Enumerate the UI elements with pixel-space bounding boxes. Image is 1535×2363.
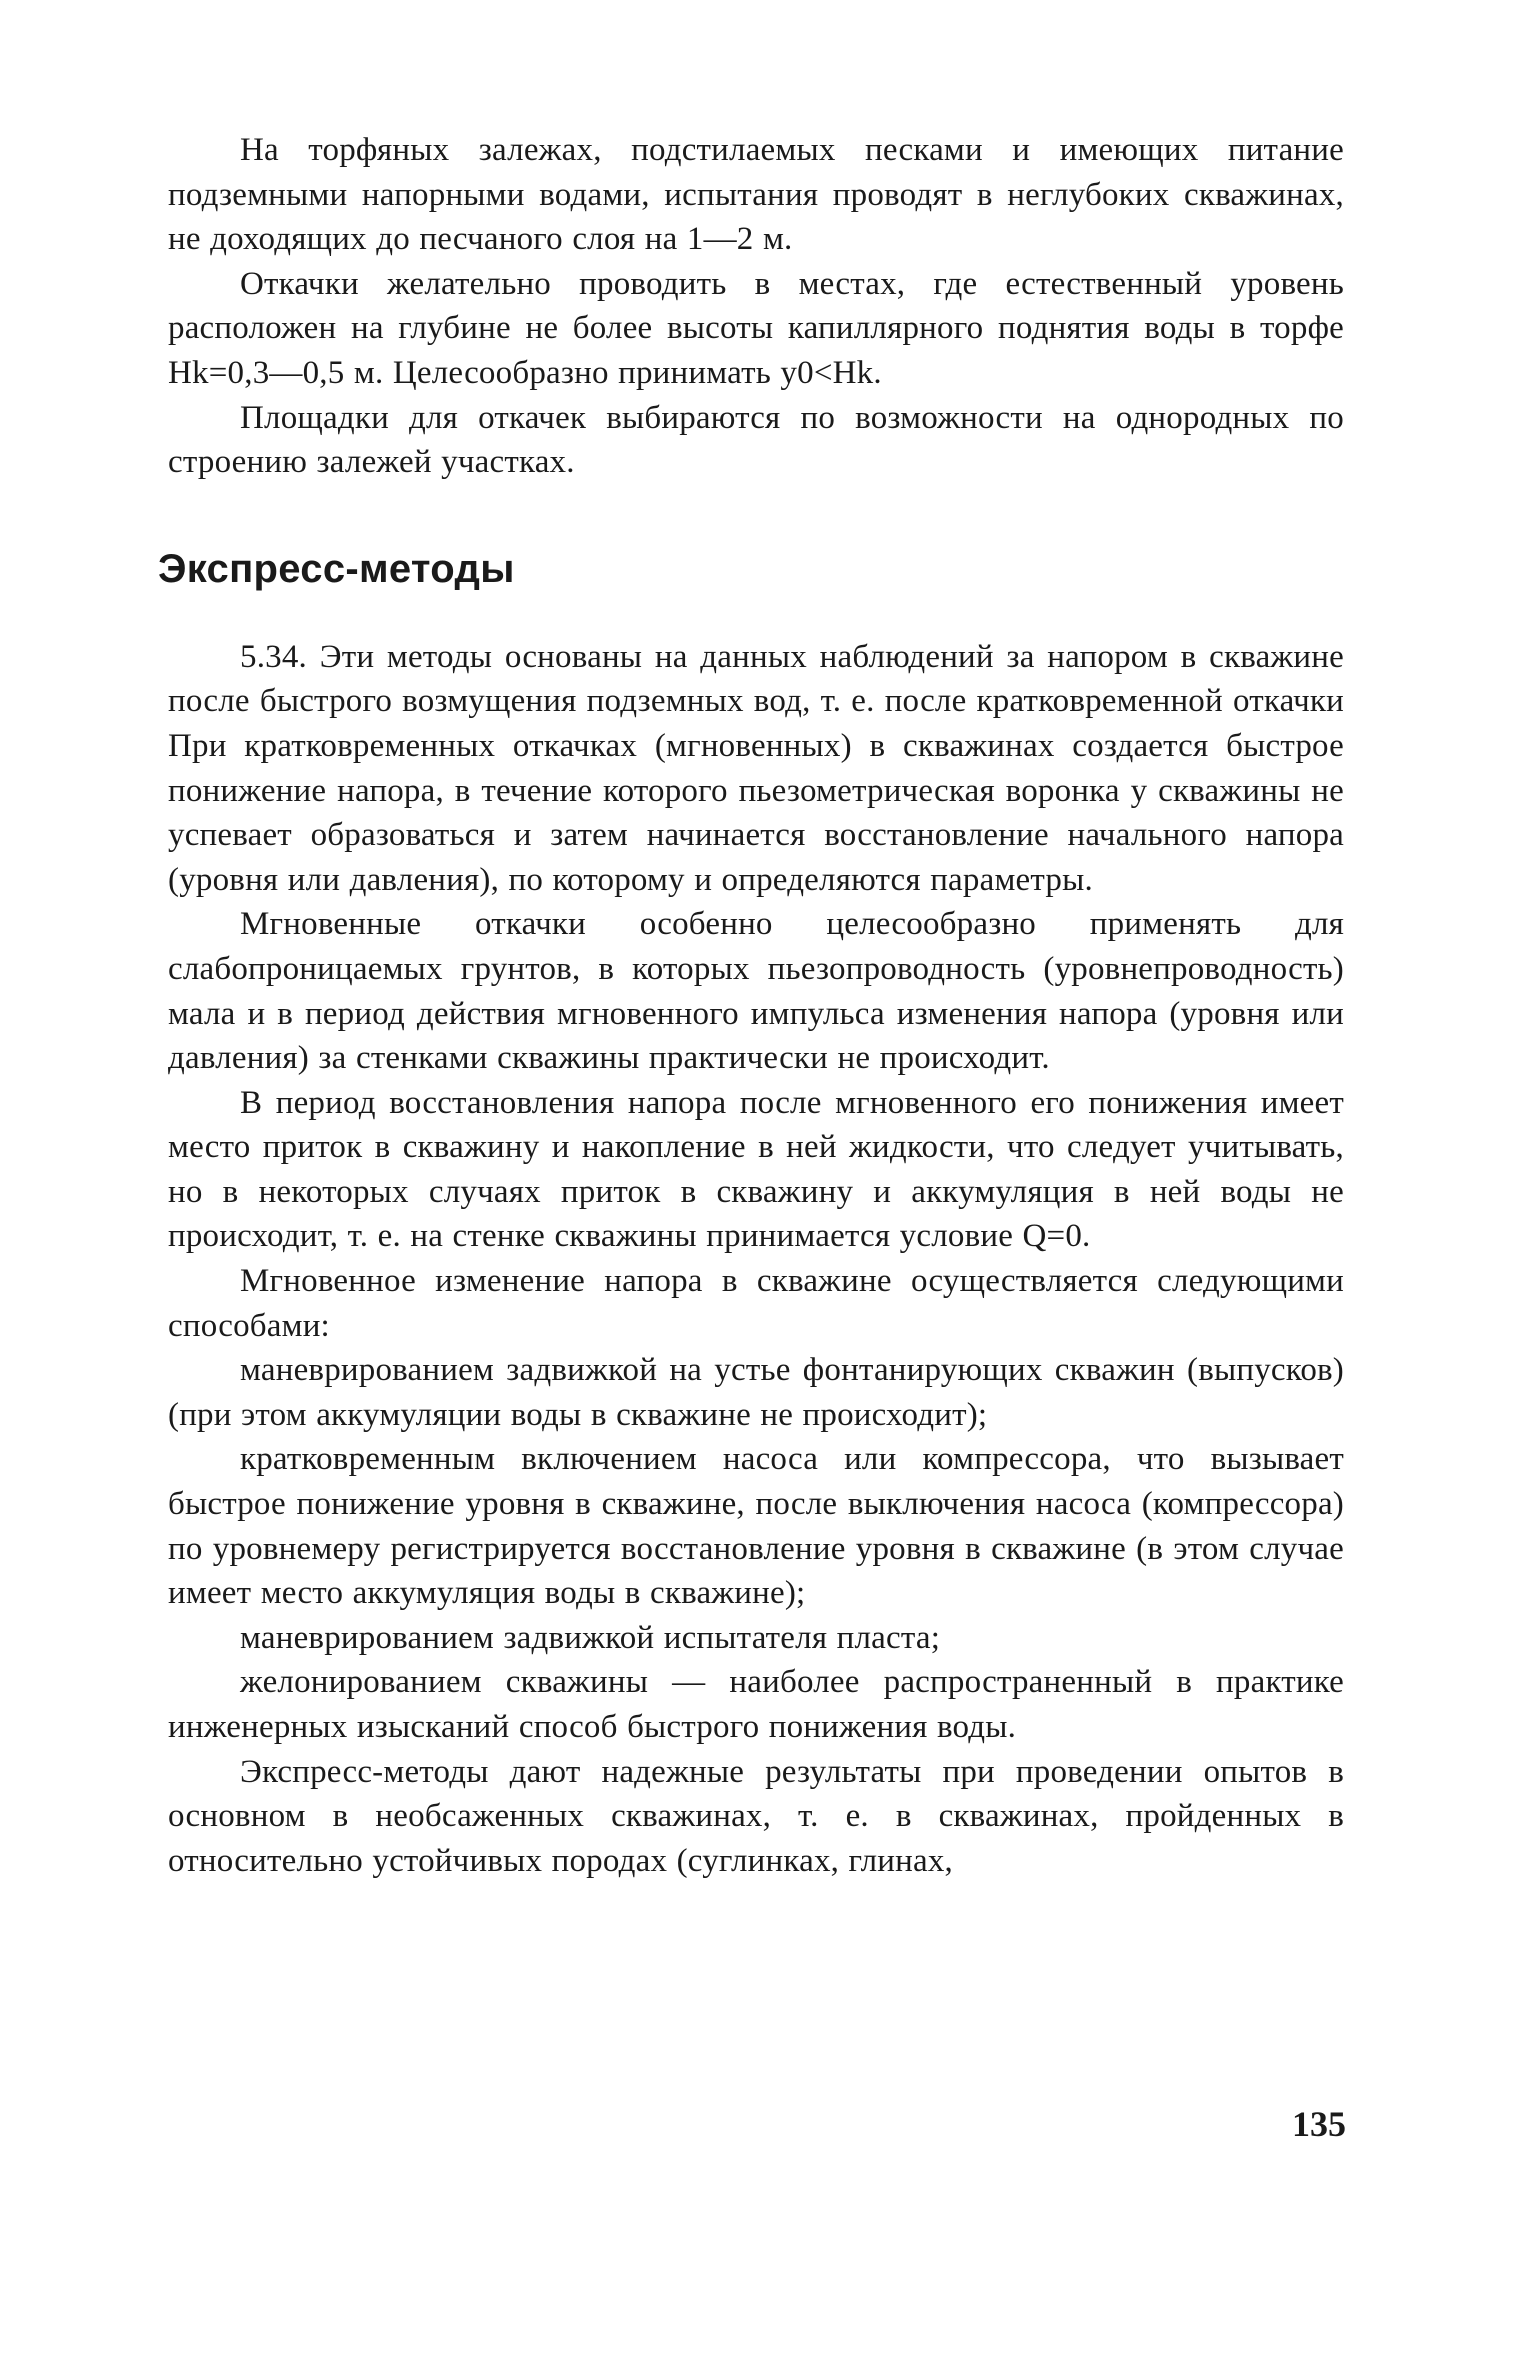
- list-item-valve-maneuvering: маневрированием задвижкой на устье фонтанирующих скважин (выпусков) (при этом аккумуляции воды в скважине не происходит);: [168, 1352, 1344, 1433]
- section-heading: Экспресс-методы: [158, 546, 515, 591]
- paragraph-methods-intro: Мгновенное изменение напора в скважине осуществляется следующими способами:: [168, 1263, 1344, 1344]
- paragraph-instant-pumping: Мгновенные откачки особенно целесообразно применять для слабопроницаемых грунтов, в которых пьезопроводность (уровнепроводность) мала и в период действия мгновенного импульса изменения напора (уровня или давления) за стенками скважины практически не происходит.: [168, 906, 1344, 1077]
- paragraph-5-34: 5.34. Эти методы основаны на данных наблюдений за напором в скважине после быстрого возмущения подземных вод, т. е. после кратковременной откачки При кратковременных откачках (мгновенных) в скважинах создается быстрое понижение напора, в течение которого пьезометрическая воронка у скважины не успевает образоваться и затем начинается восстановление начального напора (уровня или давления), по которому и определяются параметры.: [168, 638, 1344, 898]
- page-number: 135: [1292, 2104, 1346, 2144]
- list-item-bailing: желонированием скважины — наиболее распространенный в практике инженерных изысканий способ быстрого понижения воды.: [168, 1664, 1344, 1745]
- paragraph-recovery-period: В период восстановления напора после мгновенного его понижения имеет место приток в скважину и накопление в ней жидкости, что следует учитывать, но в некоторых случаях приток в скважину и аккумуляция в ней воды не происходит, т. е. на стенке скважины принимается условие Q=0.: [168, 1084, 1344, 1255]
- list-item-formation-tester: маневрированием задвижкой испытателя пласта;: [240, 1619, 941, 1656]
- paragraph-pumping-location: Откачки желательно проводить в местах, где естественный уровень расположен на глубине не более высоты капиллярного поднятия воды в торфе Hk=0,3—0,5 м. Целесообразно принимать y0<Hk.: [168, 265, 1344, 391]
- page-body: [158, 128, 1344, 1883]
- paragraph-peat-deposits: На торфяных залежах, подстилаемых песками и имеющих питание подземными напорными водами, испытания проводят в неглубоких скважинах, не доходящих до песчаного слоя на 1—2 м.: [168, 132, 1344, 258]
- paragraph-express-results: Экспресс-методы дают надежные результаты при проведении опытов в основном в необсаженных скважинах, т. е. в скважинах, пройденных в относительно устойчивых породах (суглинках, глинах,: [168, 1753, 1344, 1879]
- list-item-pump-switching: кратковременным включением насоса или компрессора, что вызывает быстрое понижение уровня в скважине, после выключения насоса (компрессора) по уровнемеру регистрируется восстановление уровня в скважине (в этом случае имеет место аккумуляция воды в скважине);: [168, 1441, 1344, 1612]
- paragraph-test-sites: Площадки для откачек выбираются по возможности на однородных по строению залежей участках.: [168, 399, 1344, 481]
